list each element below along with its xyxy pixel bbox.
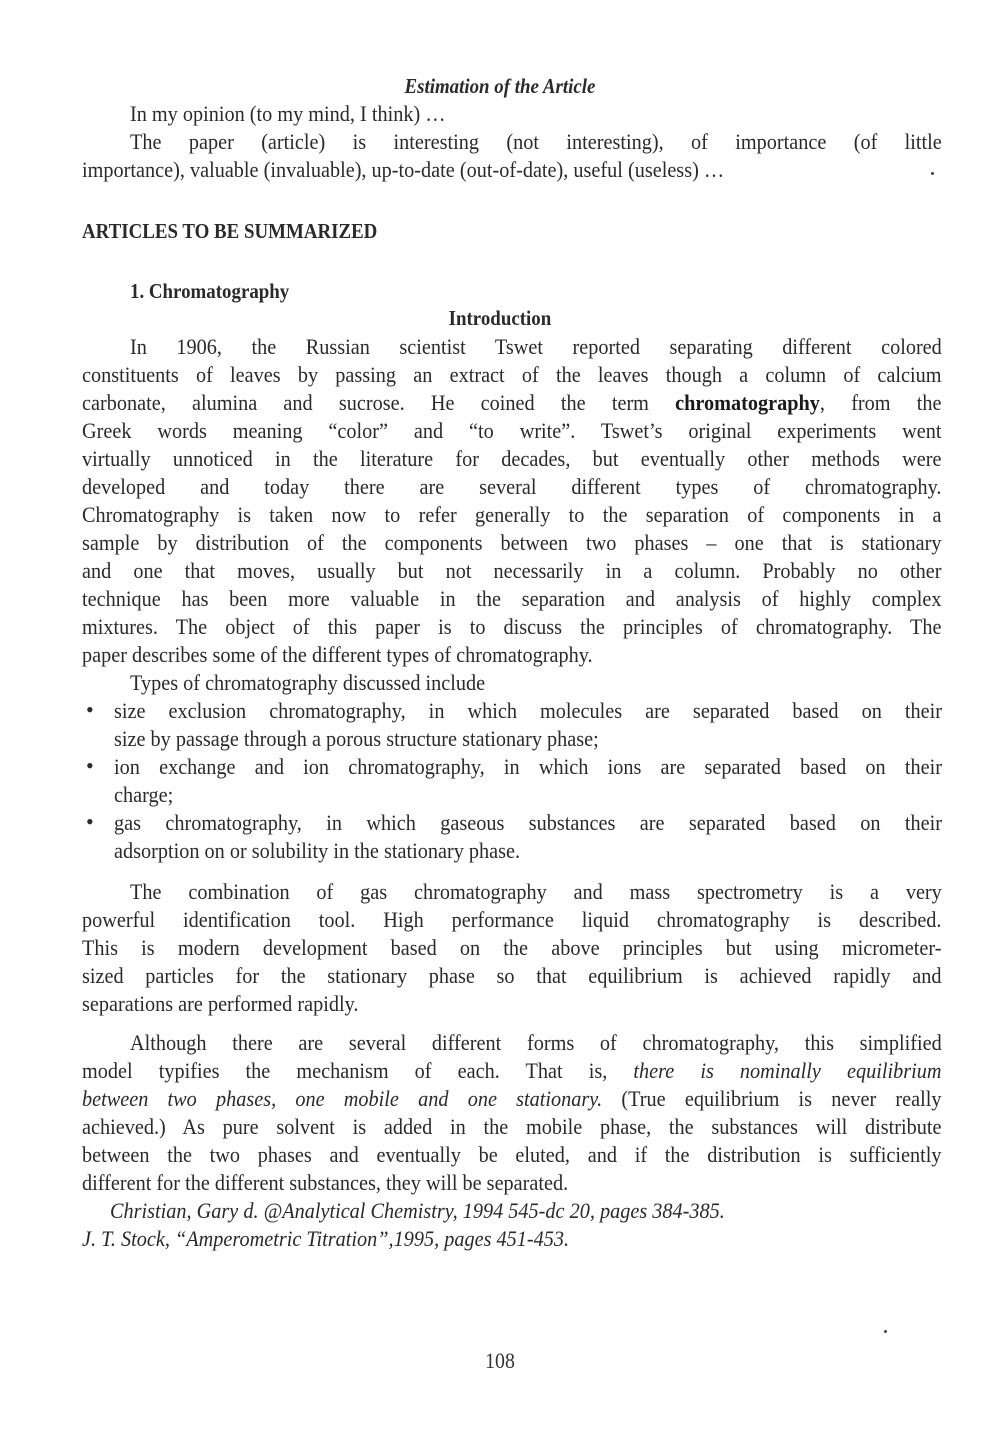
intro-line: paper describes some of the different types of chromatography. [82,642,593,667]
page-number: 108 [485,1348,515,1373]
intro-line: sample by distribution of the components between two phases – one that is stationary [82,530,942,555]
section-heading: ARTICLES TO BE SUMMARIZED [82,219,378,243]
intro-text: , from the [819,390,942,415]
intro-line: mixtures. The object of this paper is to discuss the principles of chromatography. The [82,614,942,639]
list-item-cont: size by passage through a porous structure stationary phase; [114,726,599,751]
scan-speck [931,172,934,175]
combination-line: This is modern development based on the above principles but using micrometer- [82,935,942,960]
emphasis-text: between two phases, one mobile and one stationary. [82,1086,603,1111]
combination-line: separations are performed rapidly. [82,991,359,1016]
scan-speck [884,1330,887,1333]
combination-line: sized particles for the stationary phase so that equilibrium is achieved rapidly and [82,963,942,988]
intro-line [82,389,942,416]
intro-line: constituents of leaves by passing an extract of the leaves though a column of calcium [82,362,942,387]
reference: Christian, Gary d. @Analytical Chemistry, 1994 545-dc 20, pages 384-385. [110,1198,725,1223]
although-line [82,1085,942,1112]
list-item-cont: adsorption on or solubility in the stationary phase. [114,838,521,863]
term-chromatography: chromatography [675,390,820,415]
although-text: model typifies the mechanism of each. That is, [82,1058,634,1083]
estimation-opinion: In my opinion (to my mind, I think) … [130,101,446,126]
although-line: Although there are several different forms of chromatography, this simplified [130,1030,942,1055]
although-line: achieved.) As pure solvent is added in the mobile phase, the substances will distribute [82,1114,942,1139]
estimation-para-line: importance), valuable (invaluable), up-to-date (out-of-date), useful (useless) … [82,157,725,182]
although-line [82,1057,942,1084]
article-title: 1. Chromatography [130,279,290,303]
list-item: gas chromatography, in which gaseous substances are separated based on their [114,810,942,835]
bullet-icon: • [86,809,94,834]
bullet-icon: • [86,697,94,722]
list-item: ion exchange and ion chromatography, in which ions are separated based on their [114,754,942,779]
types-intro: Types of chromatography discussed include [130,670,486,695]
intro-line: technique has been more valuable in the separation and analysis of highly complex [82,586,942,611]
intro-text: carbonate, alumina and sucrose. He coined the term [82,390,676,415]
intro-line: developed and today there are several different types of chromatography. [82,474,942,499]
intro-line: Chromatography is taken now to refer generally to the separation of components in a [82,502,942,527]
intro-line: Greek words meaning “color” and “to write”. Tswet’s original experiments went [82,418,942,443]
although-line: different for the different substances, they will be separated. [82,1170,569,1195]
combination-line: powerful identification tool. High performance liquid chromatography is described. [82,907,942,932]
emphasis-text: there is nominally equilibrium [633,1058,942,1083]
estimation-para-line: The paper (article) is interesting (not interesting), of importance (of little [130,129,942,154]
intro-line: and one that moves, usually but not necessarily in a column. Probably no other [82,558,942,583]
bullet-icon: • [86,753,94,778]
although-text: (True equilibrium is never really [602,1086,942,1111]
reference: J. T. Stock, “Amperometric Titration”,1995, pages 451-453. [82,1226,570,1251]
article-subtitle: Introduction [448,306,552,330]
intro-line: virtually unnoticed in the literature for decades, but eventually other methods were [82,446,942,471]
list-item: size exclusion chromatography, in which molecules are separated based on their [114,698,942,723]
estimation-title: Estimation of the Article [404,74,596,98]
combination-line: The combination of gas chromatography and mass spectrometry is a very [130,879,942,904]
although-line: between the two phases and eventually be eluted, and if the distribution is sufficiently [82,1142,942,1167]
list-item-cont: charge; [114,782,174,807]
intro-line: In 1906, the Russian scientist Tswet reported separating different colored [130,334,942,359]
